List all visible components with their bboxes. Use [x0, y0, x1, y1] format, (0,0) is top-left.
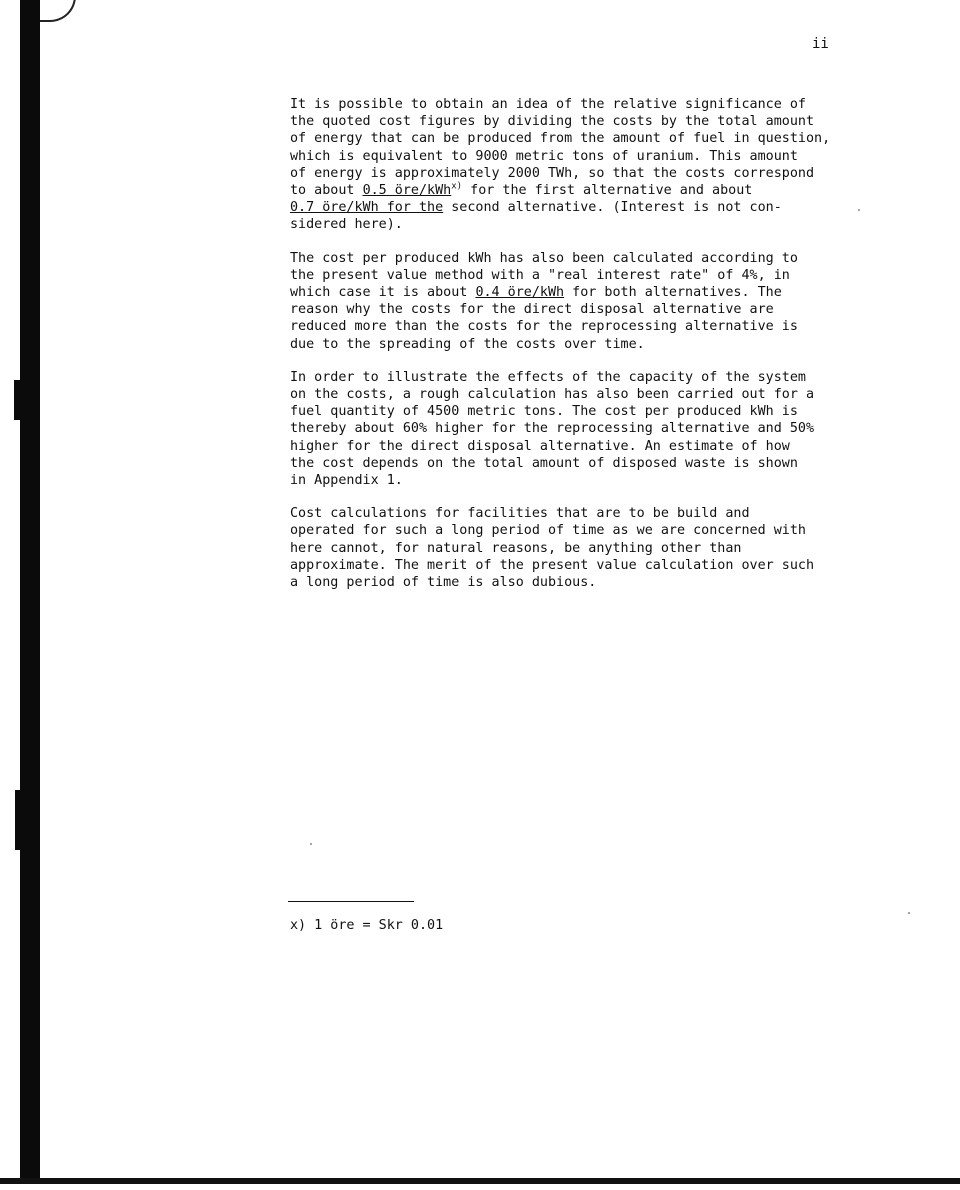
text-line — [290, 284, 880, 301]
text-line: due to the spreading of the costs over time. — [290, 336, 645, 352]
page-number: ii — [812, 36, 829, 52]
scan-speck — [310, 843, 312, 845]
text-line: In order to illustrate the effects of the capacity of the system — [290, 369, 806, 385]
text-line: higher for the direct disposal alternative. An estimate of how — [290, 438, 790, 454]
text-line: the present value method with a "real interest rate" of 4%, in — [290, 267, 790, 283]
text-segment: to about — [290, 183, 363, 199]
text-line: the cost depends on the total amount of disposed waste is shown — [290, 455, 798, 471]
body-text — [290, 96, 880, 607]
scan-corner-mark — [40, 0, 76, 22]
footnote: x) 1 öre = Skr 0.01 — [290, 918, 444, 933]
paragraph-4 — [290, 505, 880, 591]
scan-edge-left — [20, 0, 40, 1180]
text-line — [290, 182, 880, 199]
text-segment: second alternative. (Interest is not con- — [443, 200, 782, 216]
scan-speck — [908, 912, 910, 914]
text-line: approximate. The merit of the present value calculation over such — [290, 557, 815, 573]
text-line — [290, 199, 880, 216]
text-line: It is possible to obtain an idea of the relative significance of — [290, 97, 806, 112]
text-line: reason why the costs for the direct disposal alternative are — [290, 302, 774, 318]
text-line: fuel quantity of 4500 metric tons. The cost per produced kWh is — [290, 404, 798, 420]
cost-figure-underlined: 0.7 öre/kWh for the — [290, 200, 444, 216]
text-line: in Appendix 1. — [290, 473, 403, 489]
footnote-divider — [288, 901, 414, 902]
text-line: of energy that can be produced from the amount of fuel in question, — [290, 131, 831, 147]
text-segment: for the first alternative and about — [462, 183, 753, 199]
paragraph-3 — [290, 369, 880, 489]
text-segment: which case it is about — [290, 285, 476, 301]
scan-speck — [858, 209, 860, 211]
cost-figure-underlined: 0.5 öre/kWh — [362, 183, 452, 199]
text-line: of energy is approximately 2000 TWh, so that the costs correspond — [290, 165, 815, 181]
text-line: which is equivalent to 9000 metric tons of uranium. This amount — [290, 148, 798, 164]
text-line: a long period of time is also dubious. — [290, 575, 597, 591]
text-line: reduced more than the costs for the reprocessing alternative is — [290, 319, 798, 335]
text-line: here cannot, for natural reasons, be anything other than — [290, 540, 742, 556]
text-line: on the costs, a rough calculation has also been carried out for a — [290, 387, 815, 403]
text-line: Cost calculations for facilities that are to be build and — [290, 506, 750, 522]
text-line: the quoted cost figures by dividing the costs by the total amount — [290, 114, 815, 130]
text-line: The cost per produced kWh has also been calculated according to — [290, 250, 798, 266]
text-line: operated for such a long period of time as we are concerned with — [290, 523, 806, 539]
scan-bottom-edge — [0, 1178, 960, 1184]
text-line: sidered here). — [290, 217, 403, 233]
paragraph-2 — [290, 250, 880, 353]
text-line: thereby about 60% higher for the reprocessing alternative and 50% — [290, 421, 815, 437]
cost-figure-underlined: 0.4 öre/kWh — [475, 285, 565, 301]
text-segment: for both alternatives. The — [564, 285, 782, 301]
footnote-marker: x) — [451, 181, 463, 192]
paragraph-1 — [290, 96, 880, 234]
